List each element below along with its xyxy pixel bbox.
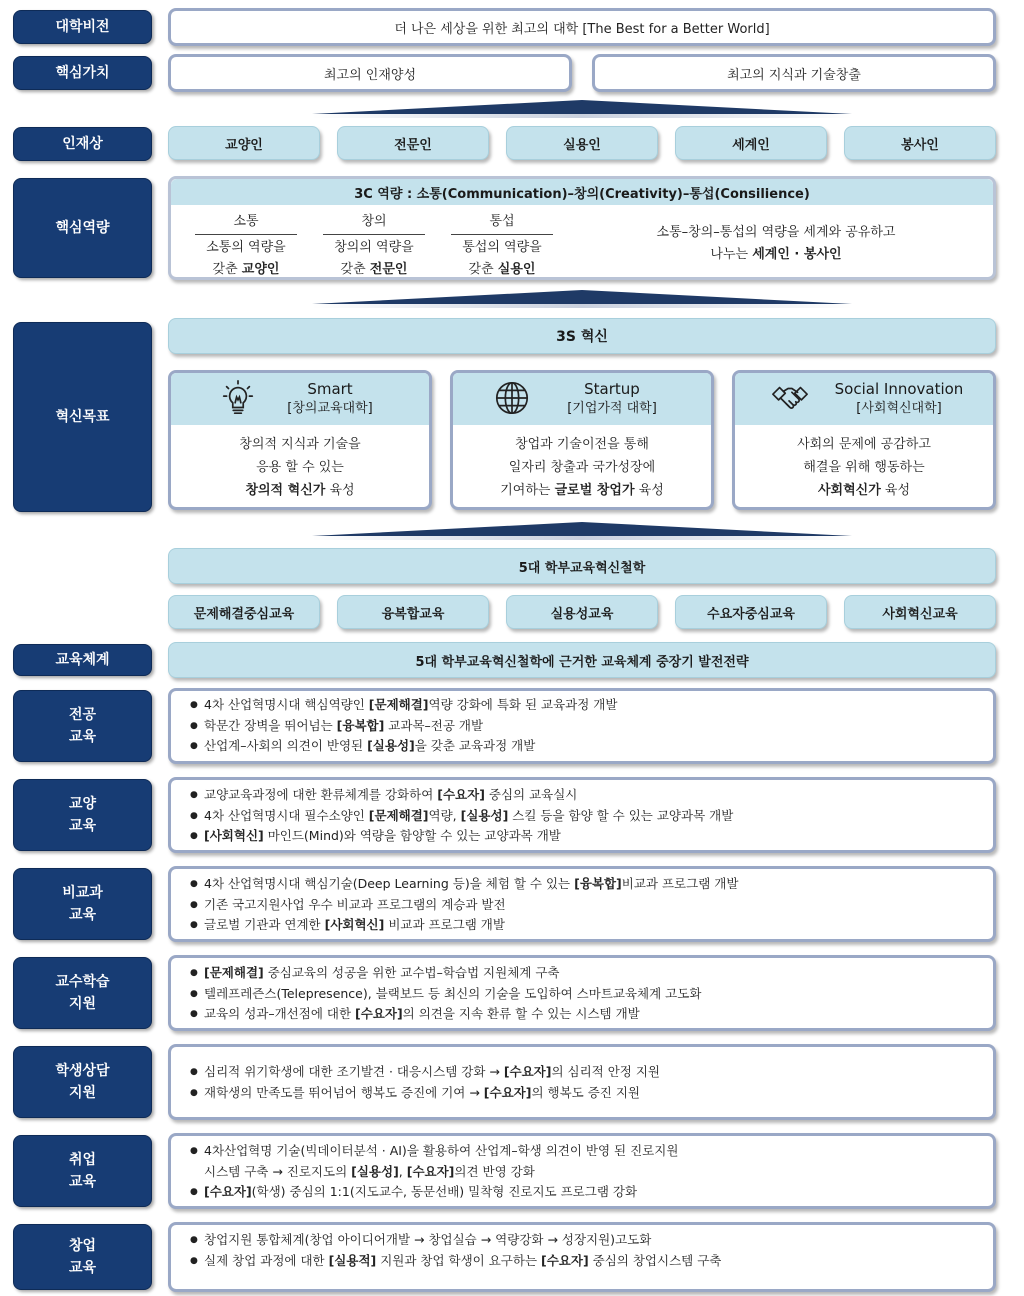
talent-item: 교양인 (168, 126, 320, 160)
label-liberal: 교양 교육 (13, 779, 152, 851)
list-item: ● [사회혁신] 마인드(Mind)와 역량을 함양할 수 있는 교양과목 개발 (190, 826, 733, 847)
label-innovation: 혁신목표 (13, 322, 152, 512)
label-vision: 대학비전 (13, 10, 152, 44)
liberal-bullets (190, 785, 733, 847)
counsel-bullets (190, 1062, 660, 1103)
competency-summary: 소통–창의–통섭의 역량을 세계와 공유하고 나누는 세계인 · 봉사인 (656, 225, 896, 262)
talent-item: 세계인 (675, 126, 827, 160)
talent-item: 전문인 (337, 126, 489, 160)
divider-triangle (312, 522, 852, 536)
goal-startup: Startup [기업가적 대학] 창업과 기술이전을 통해 일자리 창출과 국가성장에 기여하는 글로벌 창업가 육성 (450, 370, 714, 510)
competency-box (168, 176, 996, 280)
list-item: ● 학문간 장벽을 뛰어넘는 [융복합] 교과목–전공 개발 (190, 716, 617, 737)
label-major: 전공 교육 (13, 690, 152, 762)
philosophy-item: 사회혁신교육 (844, 595, 996, 629)
vision-text: 더 나은 세상을 위한 최고의 대학 [The Best for a Better World] (394, 21, 770, 37)
philosophy-title: 5대 학부교육혁신철학 (168, 548, 996, 584)
competency-col-creativity: 창의 창의의 역량을 갖춘 전문인 (323, 211, 425, 281)
list-item: ● [수요자](학생) 중심의 1:1(지도교수, 동문선배) 밀착형 진로지도 프로그램 강화 (190, 1182, 678, 1203)
label-competency: 핵심역량 (13, 178, 152, 278)
list-item-continuation: 시스템 구축 → 진로지도의 [실용성], [수요자]의견 반영 강화 (204, 1163, 535, 1179)
list-item: ● 4차산업혁명 기술(빅데이터분석 · AI)을 활용하여 산업계–학생 의견이 반영 된 진로지원 (190, 1141, 678, 1162)
competency-col-consilience: 통섭 통섭의 역량을 갖춘 실용인 (451, 211, 553, 281)
label-teaching: 교수학습 지원 (13, 957, 152, 1029)
competency-col-communication: 소통 소통의 역량을 갖춘 교양인 (195, 211, 297, 281)
philosophy-item: 융복합교육 (337, 595, 489, 629)
philosophy-item: 문제해결중심교육 (168, 595, 320, 629)
list-item: ● 교양교육과정에 대한 환류체계를 강화하여 [수요자] 중심의 교육실시 (190, 785, 733, 806)
list-item: ● 창업지원 통합체계(창업 아이디어개발 → 창업실습 → 역량강화 → 성장지원)고도화 (190, 1230, 721, 1251)
extra-bullets (190, 874, 738, 936)
list-item: ● 4차 산업혁명시대 필수소양인 [문제해결]역량, [실용성] 스킬 등을 함양 할 수 있는 교양과목 개발 (190, 806, 733, 827)
core-value-2: 최고의 지식과 기술창출 (592, 54, 996, 92)
list-item: ● 4차 산업혁명시대 핵심역량인 [문제해결]역량 강화에 특화 된 교육과정 개발 (190, 695, 617, 716)
label-startup: 창업 교육 (13, 1224, 152, 1290)
core-value-1: 최고의 인재양성 (168, 54, 572, 92)
divider-fade (312, 114, 852, 118)
list-item: ● [문제해결] 중심교육의 성공을 위한 교수법–학습법 지원체계 구축 (190, 963, 701, 984)
goal-smart: Smart [창의교육대학] 창의적 지식과 기술을 응용 할 수 있는 창의적 혁신가 육성 (168, 370, 432, 510)
list-item: ● 산업계–사회의 의견이 반영된 [실용성]을 갖춘 교육과정 개발 (190, 736, 617, 757)
label-extra: 비교과 교육 (13, 868, 152, 940)
divider-triangle (312, 290, 852, 304)
label-talent: 인재상 (13, 127, 152, 161)
list-item: ● 기존 국고지원사업 우수 비교과 프로그램의 계승과 발전 (190, 895, 738, 916)
list-item: ● 텔레프레즌스(Telepresence), 블랙보드 등 최신의 기술을 도입하여 스마트교육체계 고도화 (190, 984, 701, 1005)
startup-bullets (190, 1230, 721, 1271)
edu-system-box: 5대 학부교육혁신철학에 근거한 교육체계 중장기 발전전략 (168, 642, 996, 678)
list-item: ● 실제 창업 과정에 대한 [실용적] 지원과 창업 학생이 요구하는 [수요자] 중심의 창업시스템 구축 (190, 1251, 721, 1272)
innovation-title: 3S 혁신 (168, 318, 996, 354)
philosophy-item: 수요자중심교육 (675, 595, 827, 629)
vision-box (168, 8, 996, 46)
label-edu-system: 교육체계 (13, 644, 152, 676)
talent-item: 봉사인 (844, 126, 996, 160)
list-item: ● 4차 산업혁명시대 핵심기술(Deep Learning 등)을 체험 할 수 있는 [융복합]비교과 프로그램 개발 (190, 874, 738, 895)
competency-title: 3C 역량 : 소통(Communication)–창의(Creativity)–통섭(Consilience) (171, 179, 993, 205)
list-item: ● 재학생의 만족도를 뛰어넘어 행복도 증진에 기여 → [수요자]의 행복도 증진 지원 (190, 1083, 660, 1104)
label-counsel: 학생상담 지원 (13, 1046, 152, 1118)
philosophy-item: 실용성교육 (506, 595, 658, 629)
employ-bullets (190, 1141, 678, 1203)
handshake-icon (771, 379, 809, 417)
list-item: ● 글로벌 기관과 연계한 [사회혁신] 비교과 프로그램 개발 (190, 915, 738, 936)
goal-social-innovation: Social Innovation [사회혁신대학] 사회의 문제에 공감하고 해결을 위해 행동하는 사회혁신가 육성 (732, 370, 996, 510)
divider-fade (312, 304, 852, 308)
teaching-bullets (190, 963, 701, 1025)
divider-fade (312, 536, 852, 540)
label-employ: 취업 교육 (13, 1135, 152, 1207)
divider-triangle (312, 100, 852, 114)
major-bullets (190, 695, 617, 757)
label-core-values: 핵심가치 (13, 56, 152, 90)
list-item: ● 심리적 위기학생에 대한 조기발견 · 대응시스템 강화 → [수요자]의 심리적 안정 지원 (190, 1062, 660, 1083)
list-item: ● 교육의 성과–개선점에 대한 [수요자]의 의견을 지속 환류 할 수 있는 시스템 개발 (190, 1004, 701, 1025)
talent-item: 실용인 (506, 126, 658, 160)
